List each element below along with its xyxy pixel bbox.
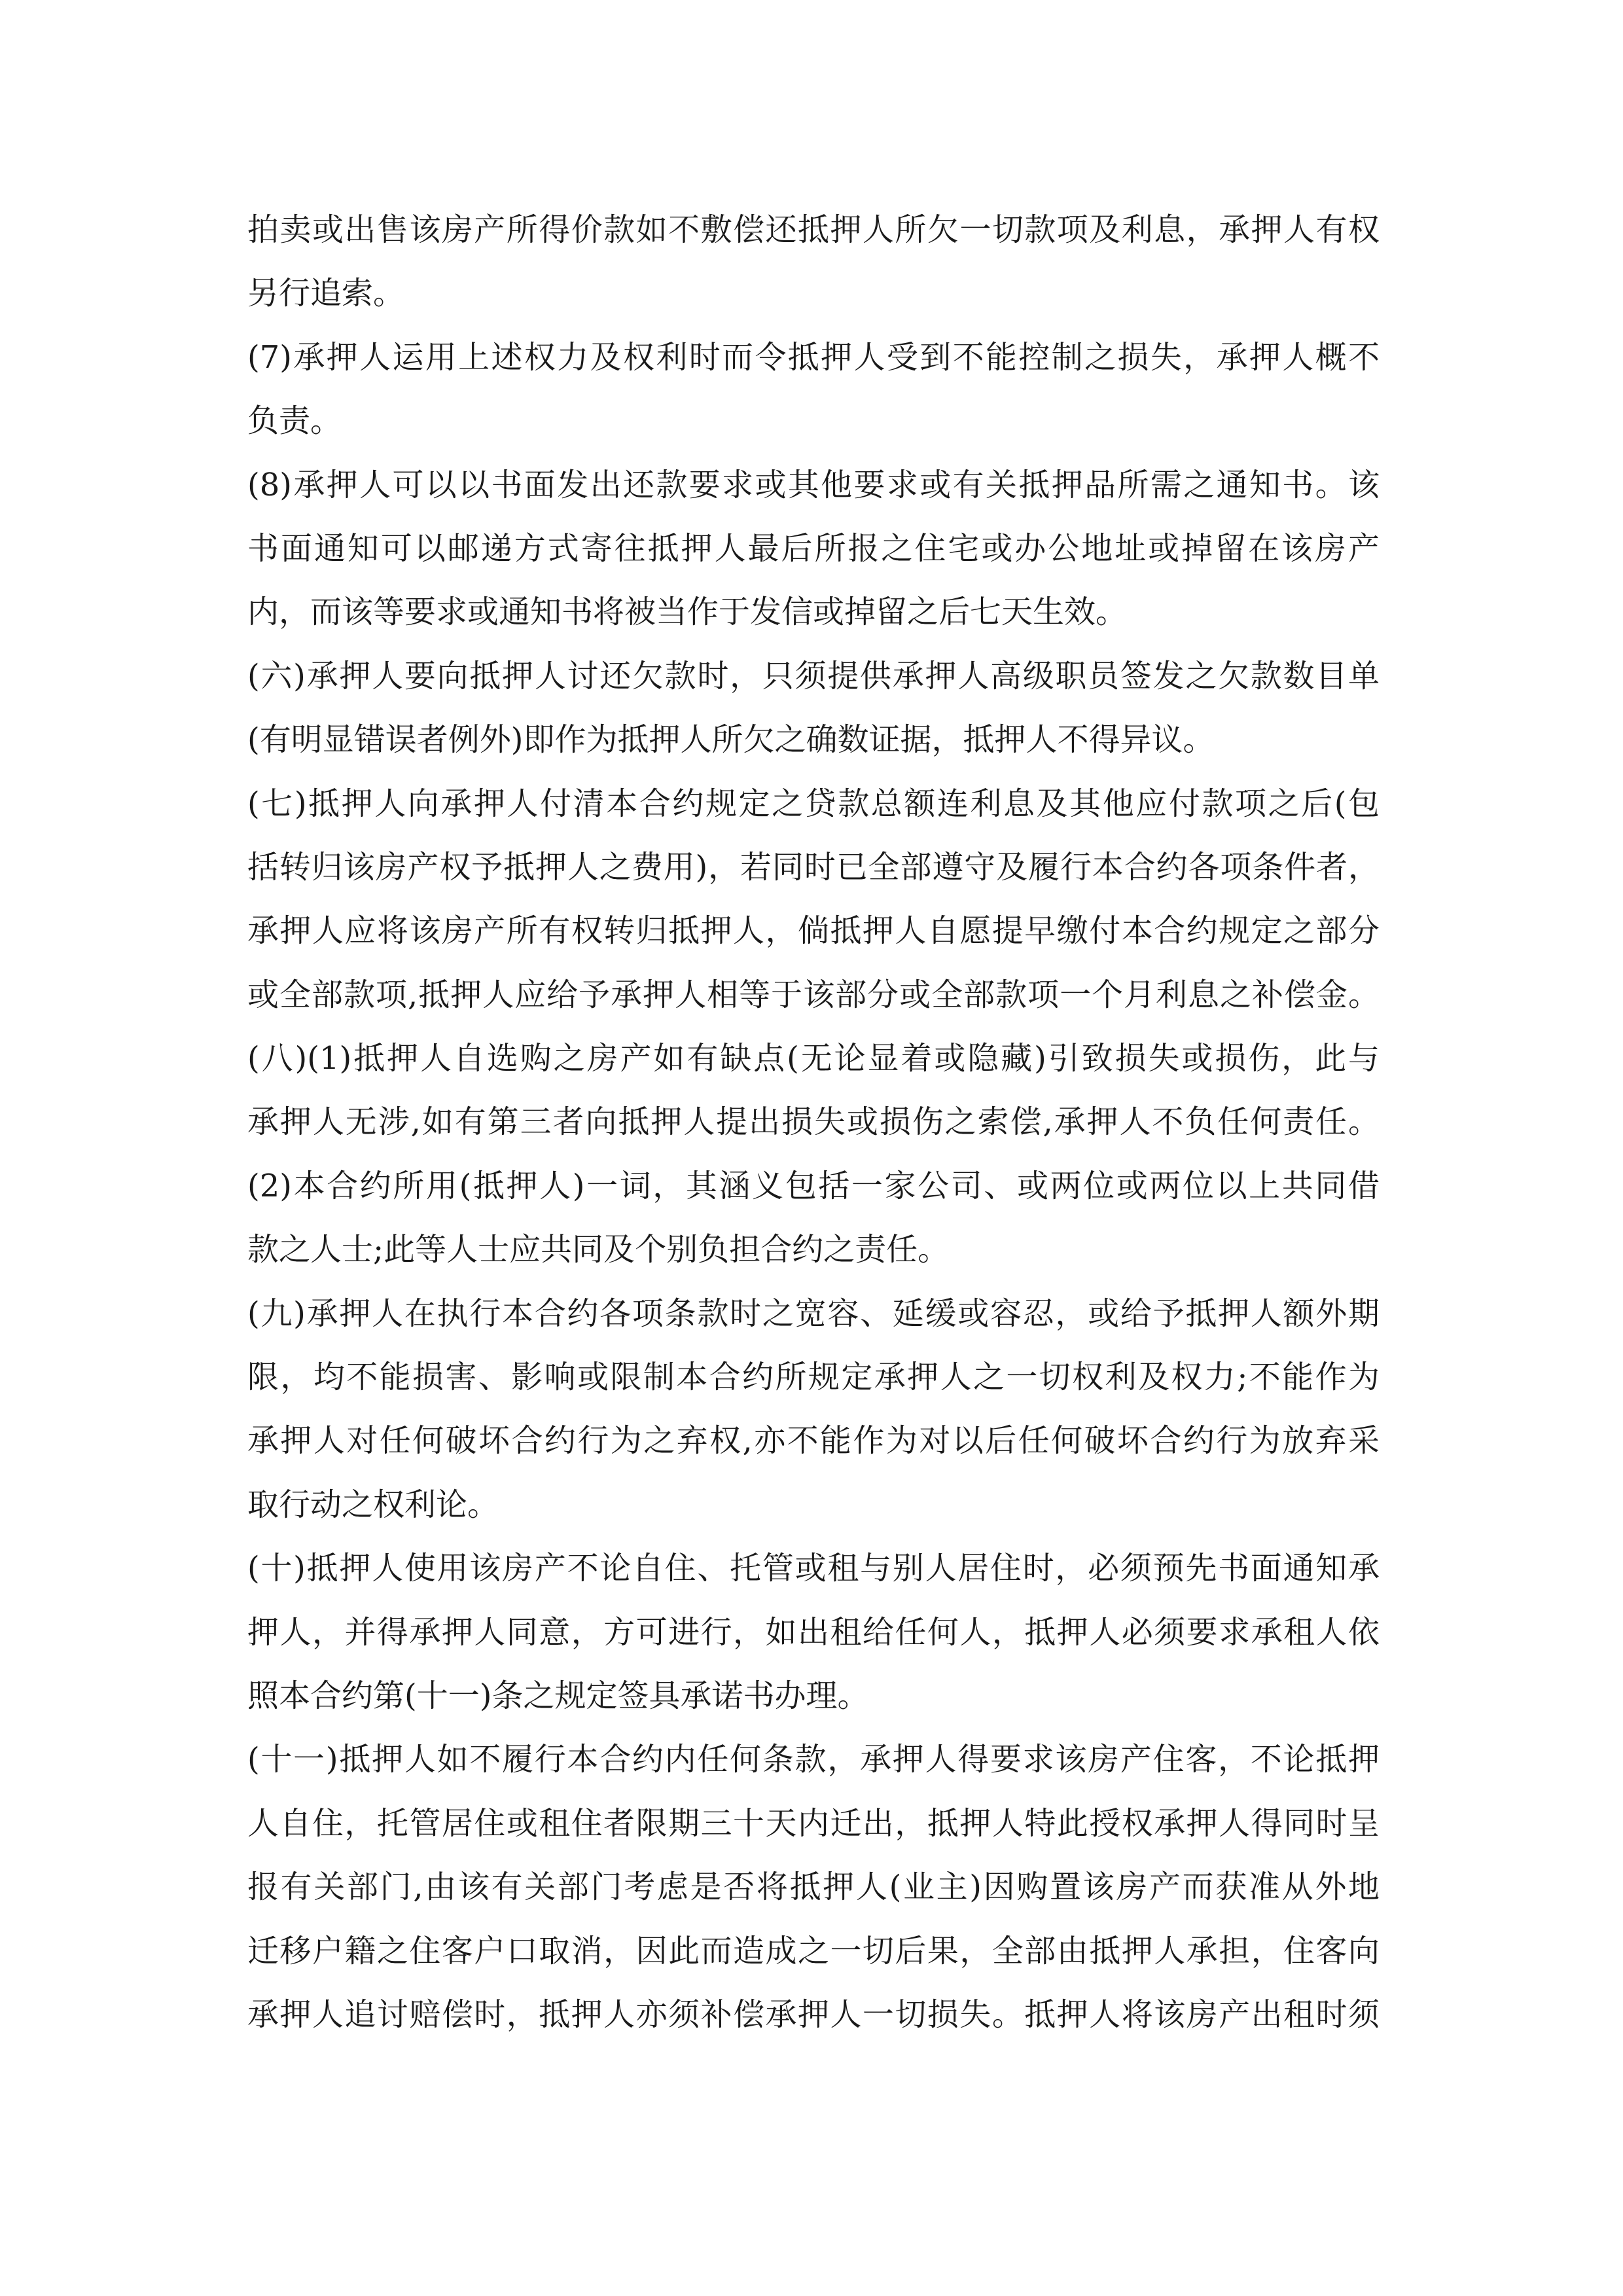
text-line: (八)(1)抵押人自选购之房产如有缺点(无论显着或隐藏)引致损失或损伤，此与 xyxy=(247,1040,1380,1077)
text-line: 限，均不能损害、影响或限制本合约所规定承押人之一切权利及权力;不能作为 xyxy=(247,1359,1380,1396)
text-line: 承押人无涉,如有第三者向抵押人提出损失或损伤之索偿,承押人不负任何责任。 xyxy=(247,1103,1380,1141)
text-line: 内，而该等要求或通知书将被当作于发信或掉留之后七天生效。 xyxy=(247,594,1128,631)
text-line: (十一)抵押人如不履行本合约内任何条款，承押人得要求该房产住客，不论抵押 xyxy=(247,1741,1380,1778)
text-line: (七)抵押人向承押人付清本合约规定之贷款总额连利息及其他应付款项之后(包 xyxy=(247,785,1380,822)
text-line: 承押人对任何破坏合约行为之弃权,亦不能作为对以后任何破坏合约行为放弃采 xyxy=(247,1422,1380,1460)
text-line: (十)抵押人使用该房产不论自住、托管或租与别人居住时，必须预先书面通知承 xyxy=(247,1550,1380,1587)
text-line: 拍卖或出售该房产所得价款如不敷偿还抵押人所欠一切款项及利息，承押人有权 xyxy=(247,211,1380,248)
text-line: 押人，并得承押人同意，方可进行，如出租给任何人，抵押人必须要求承租人依 xyxy=(247,1613,1380,1651)
text-line: 款之人士;此等人士应共同及个别负担合约之责任。 xyxy=(247,1231,950,1268)
text-line: (7)承押人运用上述权力及权利时而令抵押人受到不能控制之损失，承押人概不 xyxy=(247,338,1380,376)
text-line: 承押人应将该房产所有权转归抵押人，倘抵押人自愿提早缴付本合约规定之部分 xyxy=(247,912,1380,950)
text-line: 承押人追讨赔偿时，抵押人亦须补偿承押人一切损失。抵押人将该房产出租时须 xyxy=(247,1996,1380,2033)
text-line: (8)承押人可以以书面发出还款要求或其他要求或有关抵押品所需之通知书。该 xyxy=(247,466,1380,503)
text-line: 人自住，托管居住或租住者限期三十天内迁出，抵押人特此授权承押人得同时呈 xyxy=(247,1804,1380,1842)
text-line: (九)承押人在执行本合约各项条款时之宽容、延缓或容忍，或给予抵押人额外期 xyxy=(247,1295,1380,1332)
text-line: 报有关部门,由该有关部门考虑是否将抵押人(业主)因购置该房产而获准从外地 xyxy=(247,1869,1380,1906)
text-line: (2)本合约所用(抵押人)一词，其涵义包括一家公司、或两位或两位以上共同借 xyxy=(247,1167,1380,1204)
document-body xyxy=(247,198,1380,2047)
text-line: 括转归该房产权予抵押人之费用)，若同时已全部遵守及履行本合约各项条件者， xyxy=(247,848,1380,886)
text-line: 照本合约第(十一)条之规定签具承诺书办理。 xyxy=(247,1677,869,1714)
text-line: 另行追索。 xyxy=(247,275,405,312)
text-line: (六)承押人要向抵押人讨还欠款时，只须提供承押人高级职员签发之欠款数目单 xyxy=(247,657,1380,694)
text-line: 或全部款项,抵押人应给予承押人相等于该部分或全部款项一个月利息之补偿金。 xyxy=(247,976,1380,1013)
text-line: 取行动之权利论。 xyxy=(247,1486,499,1523)
text-line: 负责。 xyxy=(247,403,342,440)
text-line: 迁移户籍之住客户口取消，因此而造成之一切后果，全部由抵押人承担，住客向 xyxy=(247,1932,1380,1969)
text-line: (有明显错误者例外)即作为抵押人所欠之确数证据，抵押人不得异议。 xyxy=(247,721,1215,759)
text-line: 书面通知可以邮递方式寄往抵押人最后所报之住宅或办公地址或掉留在该房产 xyxy=(247,529,1380,567)
